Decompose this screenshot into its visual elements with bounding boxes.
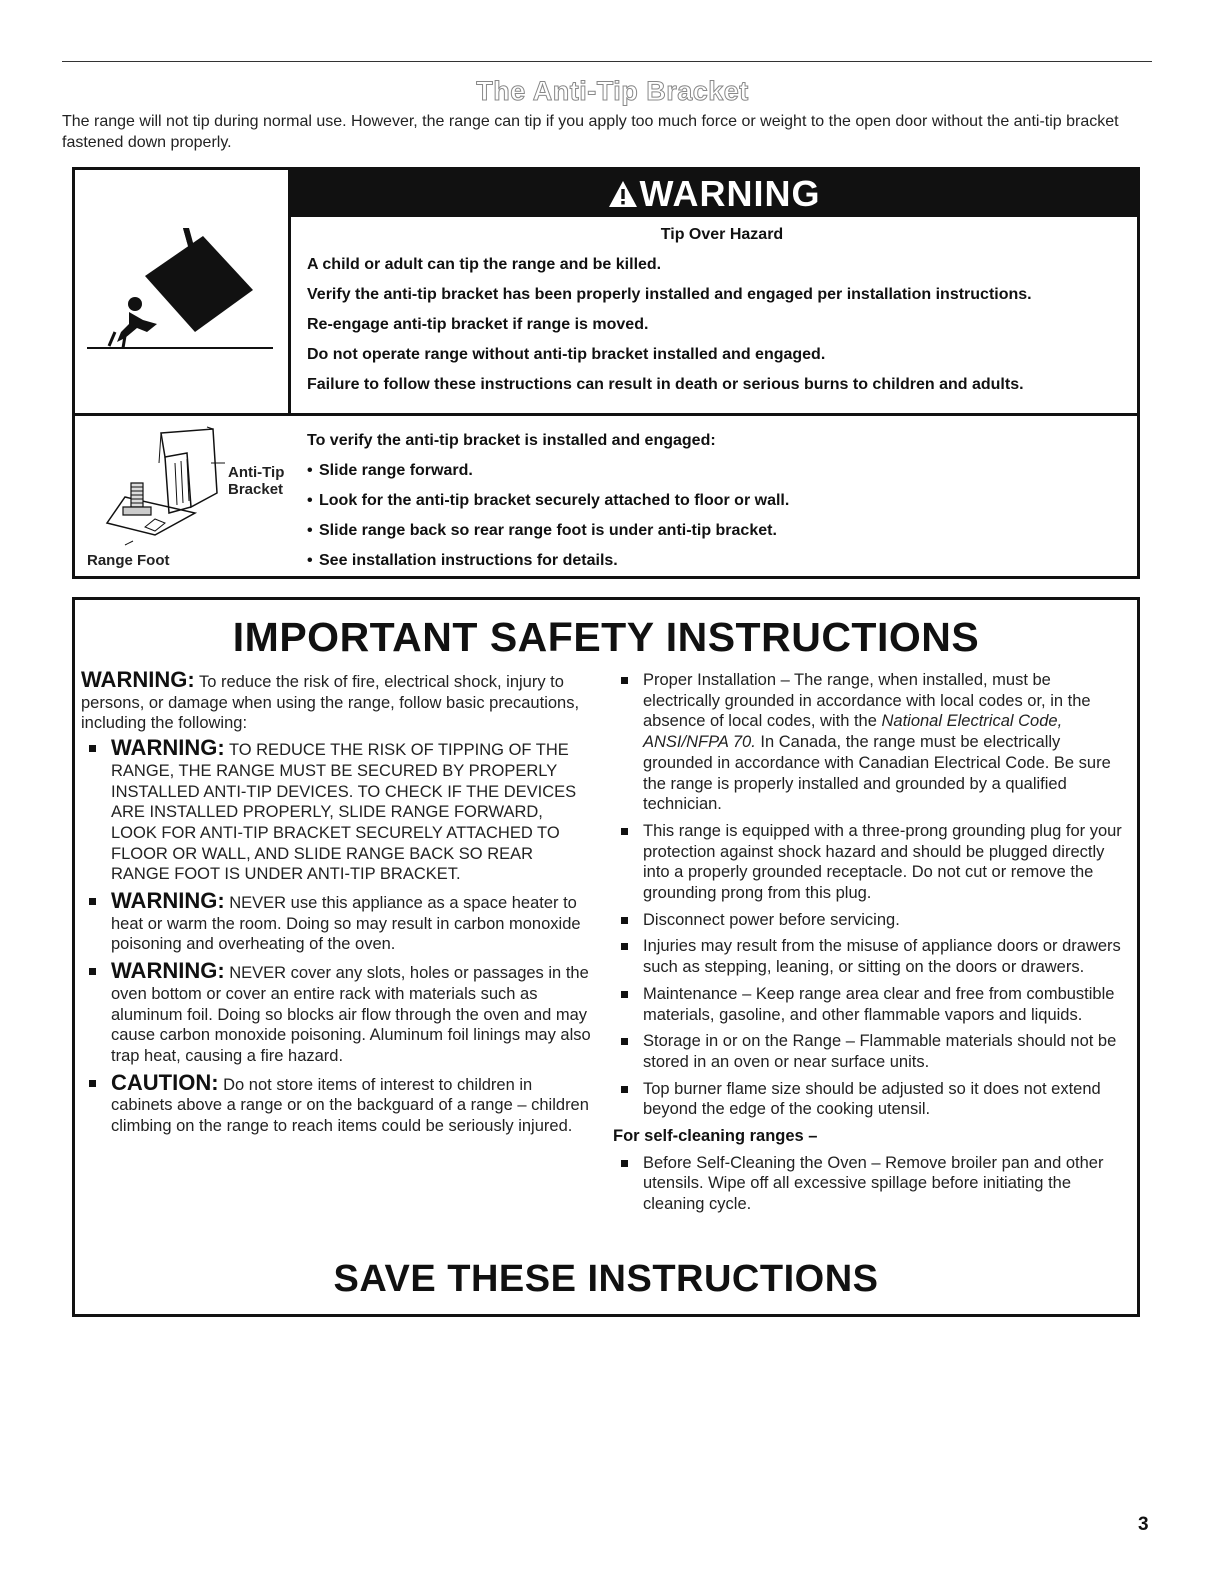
verify-step: • Slide range back so rear range foot is under anti-tip bracket. — [307, 521, 1137, 540]
label-line: Bracket — [228, 481, 284, 498]
hazard-title: Tip Over Hazard — [660, 226, 784, 243]
self-cleaning-heading: For self-cleaning ranges – — [613, 1127, 818, 1146]
intro-paragraph: The range will not tip during normal use. However, the range can tip if you apply too much force or weight to the open door without the anti-tip bracket fastened down properly. — [62, 113, 1119, 151]
item-label: WARNING: — [111, 958, 225, 984]
warning-divider-horizontal — [75, 413, 1137, 416]
warning-line: Verify the anti-tip bracket has been properly installed and engaged per installation instructions. — [307, 286, 1032, 303]
safety-item — [81, 888, 591, 955]
warning-header — [291, 170, 1137, 217]
item-label: CAUTION: — [111, 1069, 219, 1095]
item-text: NEVER cover any slots, holes or passages in the oven bottom or cover an entire rack with materials such as aluminum foil. Doing so blocks air flow through the oven and may cause carbon monoxide poisoning. Aluminum foil linings may also trap heat, causing a fire hazard. — [111, 964, 591, 1065]
warning-statements — [307, 226, 1137, 405]
warning-box — [72, 167, 1140, 579]
section-title: The Anti-Tip Bracket — [476, 76, 749, 106]
safety-item: Storage in or on the Range – Flammable materials should not be stored in an oven or near surface units. — [613, 1031, 1125, 1072]
item-text: Do not store items of interest to children in cabinets above a range or on the backguard of a range – children climbing on the range to reach items could be seriously injured. — [111, 1075, 589, 1136]
intro-warning-text: To reduce the risk of fire, electrical shock, injury to persons, or damage when using the range, follow basic precautions, including the following: — [81, 673, 580, 733]
item-text: In Canada, the range must be electrically grounded in accordance with Canadian Electrical Code. Be sure the range is properly installed and grounded by a qualified technician. — [643, 733, 1111, 814]
verify-list — [307, 461, 1137, 570]
safety-left-column — [81, 667, 591, 1143]
item-text-italic: National Electrical Code, ANSI/NFPA 70. — [643, 712, 1063, 752]
label-line: Anti-Tip — [228, 464, 285, 481]
intro-warning-label: WARNING: — [81, 667, 195, 692]
safety-title: IMPORTANT SAFETY INSTRUCTIONS — [232, 614, 980, 660]
item-text: Proper Installation – The range, when installed, must be electrically grounded in accordance with local codes or, in the absence of local codes, with the — [643, 671, 1091, 731]
safety-item — [613, 670, 1125, 815]
safety-item: Injuries may result from the misuse of appliance doors or drawers such as stepping, leaning, or sitting on the doors or drawers. — [613, 936, 1125, 977]
top-rule — [62, 61, 1152, 62]
safety-item — [81, 1069, 591, 1137]
anti-tip-bracket-label — [228, 464, 284, 498]
warning-header-text: WARNING — [639, 173, 821, 214]
safety-item: Top burner flame size should be adjusted so it does not extend beyond the edge of the cooking utensil. — [613, 1079, 1125, 1120]
item-text: NEVER use this appliance as a space heater to heat or warm the room. Doing so may result in carbon monoxide poisoning and overheating of the oven. — [111, 894, 581, 954]
warning-triangle-icon — [608, 180, 638, 208]
safety-item — [81, 735, 591, 885]
verify-instructions — [307, 432, 1137, 581]
range-foot-label: Range Foot — [87, 552, 170, 569]
safety-item: Before Self-Cleaning the Oven – Remove broiler pan and other utensils. Wipe off all excessive spillage before initiating the cleaning cycle. — [613, 1153, 1125, 1215]
warning-line: Do not operate range without anti-tip bracket installed and engaged. — [307, 346, 826, 363]
verify-step: • Slide range forward. — [307, 461, 1137, 480]
verify-step: • See installation instructions for details. — [307, 551, 1137, 570]
anti-tip-bracket-illustration — [95, 423, 225, 548]
verify-heading: To verify the anti-tip bracket is installed and engaged: — [307, 432, 716, 449]
safety-item: Disconnect power before servicing. — [613, 910, 1125, 931]
safety-item — [81, 958, 591, 1067]
page-number: 3 — [1138, 1514, 1149, 1535]
safety-intro — [81, 667, 591, 734]
item-label: WARNING: — [111, 735, 225, 761]
tip-over-illustration — [85, 228, 275, 358]
warning-line: A child or adult can tip the range and be killed. — [307, 256, 662, 273]
verify-step: • Look for the anti-tip bracket securely attached to floor or wall. — [307, 491, 1137, 510]
warning-line: Failure to follow these instructions can result in death or serious burns to children and adults. — [307, 376, 1024, 393]
safety-item: This range is equipped with a three-prong grounding plug for your protection against shock hazard and should be plugged directly into a properly grounded receptacle. Do not cut or remove the grounding prong from this plug. — [613, 821, 1125, 904]
item-text: TO REDUCE THE RISK OF TIPPING OF THE RANGE, THE RANGE MUST BE SECURED BY PROPERLY INSTALLED ANTI-TIP DEVICES. TO CHECK IF THE DEVICES ARE INSTALLED PROPERLY, SLIDE RANGE FORWARD, LOOK FOR ANTI-TIP BRACKET SECURELY ATTACHED TO FLOOR OR WALL, AND SLIDE RANGE BACK SO REAR RANGE FOOT IS UNDER ANTI-TIP BRACKET. — [111, 741, 577, 884]
safety-item: Maintenance – Keep range area clear and free from combustible materials, gasoline, and other flammable vapors and liquids. — [613, 984, 1125, 1025]
warning-line: Re-engage anti-tip bracket if range is moved. — [307, 316, 649, 333]
item-label: WARNING: — [111, 888, 225, 914]
safety-instructions-box — [72, 597, 1140, 1317]
save-instructions-footer: SAVE THESE INSTRUCTIONS — [333, 1258, 879, 1300]
safety-right-column — [613, 670, 1125, 1221]
